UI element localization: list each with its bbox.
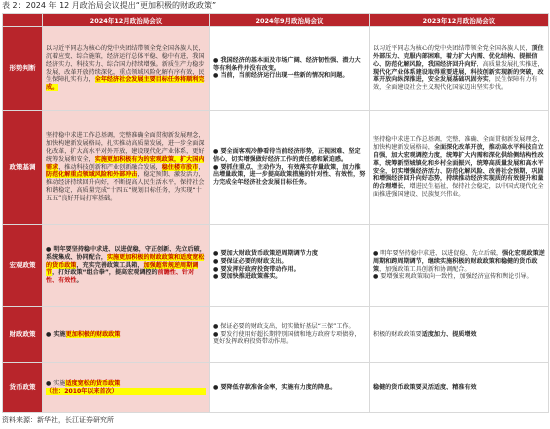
text-segment: ● 实施 xyxy=(46,330,66,338)
text-segment: 现代化产业体系建设取得重要进展，科技创新实现新的突破，改革开放向纵深推进，安全发展基础巩固夯实 xyxy=(373,68,544,84)
text-segment: 。 xyxy=(76,277,83,285)
text-segment: 全面深化改革开放，推动高水平科技自立自强，加大宏观调控力度，统筹扩大内需和深化供给侧结构性改革，统筹新型城镇化和乡村全面振兴，统筹高质量发展和高水平安全，切实增强经济活力、防范化解风险、改善社会预期，巩固和增强经济回升向好态势，持续推动经济实现质的有效提升和量的合理增长 xyxy=(373,144,544,191)
table-title: 表 2：2024 年 12 月政治局会议提出“更加积极的财政政策” xyxy=(2,1,217,10)
text-segment: ● 要增强宏观政策取向一致性，加强经济宣传和舆论引导。 xyxy=(373,273,533,281)
cell-dec-2023 xyxy=(370,363,549,413)
text-segment: 前瞻性、针对性、有效性 xyxy=(46,269,195,285)
header-row xyxy=(3,14,549,27)
text-segment: 稳住楼市股市 xyxy=(161,163,199,171)
text-segment: 坚持稳中求进工作总基调，完整、准确、全面贯彻新发展理念，加快构建新发展格局， xyxy=(373,136,544,152)
row-category: 财政政策 xyxy=(3,307,43,363)
text-segment: （注：2010年以来首次） xyxy=(46,388,206,396)
text-segment: 以习近平同志为核心的党中央团结带领全党全国各族人民， xyxy=(373,45,532,53)
cell-dec-2023 xyxy=(370,225,549,307)
text-segment: ● 要保证必要的财政支出。 xyxy=(213,257,288,265)
table-row xyxy=(3,111,549,225)
text-segment: ● 要发挥好政府投资带动作用。 xyxy=(213,265,300,273)
text-segment: ，推动科技创新和产业创新融合发展， xyxy=(58,163,162,171)
text-segment: ● 明年要坚持稳中求进、以进促稳、先立后破， xyxy=(373,249,503,257)
cell-dec-2024 xyxy=(43,307,210,363)
cell-dec-2024 xyxy=(43,225,210,307)
row-category: 政策基调 xyxy=(3,111,43,225)
row-category: 宏观政策 xyxy=(3,225,43,307)
text-segment: ● 要发行使用好超长期特别国债和地方政府专项债券，更好发挥政府投资带动作用。 xyxy=(213,330,361,346)
cell-dec-2024 xyxy=(43,111,210,225)
policy-comparison-table xyxy=(2,13,549,413)
text-segment: ● 当前，当前经济运行出现一些新的情况和问题。 xyxy=(213,72,349,80)
table-row xyxy=(3,363,549,413)
text-segment: ● 要加快推进政策落实。 xyxy=(213,273,282,281)
table-row xyxy=(3,307,549,363)
cell-dec-2023 xyxy=(370,307,549,363)
cell-dec-2023 xyxy=(370,111,549,225)
text-segment: ● 实施 xyxy=(46,379,66,387)
text-segment: 实施更加积极的财政政策和适度宽松的货币政策 xyxy=(46,253,205,269)
cell-sep-2024 xyxy=(210,307,370,363)
text-segment: 适度宽松的货币政策 xyxy=(65,379,121,387)
text-segment: 全年经济社会发展主要目标任务将顺利完成。 xyxy=(46,76,205,92)
text-segment: ，充实完善政策工具箱， xyxy=(76,261,144,269)
cell-sep-2024 xyxy=(210,111,370,225)
text-segment: ● 保证必要的财政支出，切实做好基层“三保”工作。 xyxy=(213,322,355,330)
row-category: 货币政策 xyxy=(3,363,43,413)
text-segment: ，民生保障有力有效，全面建设社会主义现代化国家迈出坚实步伐。 xyxy=(373,76,538,92)
header-dec-2024: 2024年12月政治局会议 xyxy=(43,14,210,27)
text-segment: 强化宏观政策逆周期和跨周期调节，继续实施积极的财政政策和稳健的货币政策 xyxy=(373,249,545,273)
text-segment: 以习近平同志为核心的党中央团结带领全党全国各族人民，沉着应变、综合施策，经济运行总体平稳、稳中有进，我国经济实力、科技实力、综合国力持续增强。新质生产力稳步发展，改革开放持续深化，重点领域风险化解有序有效，民生保障扎实有力， xyxy=(46,45,205,84)
text-segment: ● 要降低存款准备金率，实施有力度的降息。 xyxy=(213,383,337,391)
text-segment: 实施更加积极有为的宏观政策，扩大国内需求 xyxy=(46,155,205,171)
header-sep-2024: 2024年9月政治局会议 xyxy=(210,14,370,27)
cell-dec-2024 xyxy=(43,363,210,413)
cell-sep-2024 xyxy=(210,363,370,413)
cell-sep-2024 xyxy=(210,225,370,307)
text-segment: 稳健的货币政策要灵活适度、精准有效 xyxy=(373,383,477,391)
text-segment: ● 要全面客观冷静看待当前经济形势，正视困难、坚定信心，切实增强做好经济工作的责任感和紧迫感。 xyxy=(213,148,361,163)
header-corner xyxy=(3,14,43,27)
text-segment: ● 我国经济的基本面及市场广阔、经济韧性强、潜力大等有利条件并没有改变。 xyxy=(213,56,361,72)
cell-dec-2023 xyxy=(370,27,549,111)
text-segment: 防范化解重点领域风险和外部冲击 xyxy=(46,171,138,179)
text-segment: 适度加力、提质增效 xyxy=(421,330,477,338)
text-segment: ，增进民生福祉，保持社会稳定，以中国式现代化全面推进强国建设、民族复兴伟业。 xyxy=(373,183,544,198)
text-segment: 加强超常规逆周期调节 xyxy=(46,261,199,277)
text-segment: 顶住外部压力、克服内部困难，着力扩大内需、优化结构、提振信心、防范化解风险，我国经济回升向好 xyxy=(373,45,544,68)
text-segment: ，稳定预期、激发活力，推动经济持续回升向好，不断提高人民生活水平，保持社会和谐稳定，高质量完成“十四五”规划目标任务，为实现“十五五”良好开局打牢基础。 xyxy=(46,171,205,202)
text-segment: ，加强政策工具创新和协调配合。 xyxy=(379,265,471,273)
text-segment: ● 明年要坚持稳中求进、以进促稳，守正创新、先立后破，系统集成、协同配合， xyxy=(46,246,206,261)
text-segment: ，高质量发展扎实推进， xyxy=(476,60,544,68)
text-segment: ● 要加大财政货币政策逆周期调节力度 xyxy=(213,249,318,257)
text-segment: 积极的财政政策要 xyxy=(373,330,422,338)
text-segment: ● 要抓住重点、主动作为，有效落实存量政策，加力推出增量政策，进一步提高政策措施的针对性、有效性，努力完成全年经济社会发展目标任务。 xyxy=(213,163,366,187)
text-segment: ，打好政策“组合拳”，提高宏观调控的 xyxy=(52,269,158,277)
header-dec-2023: 2023年12月政治局会议 xyxy=(370,14,549,27)
cell-dec-2024 xyxy=(43,27,210,111)
table-row xyxy=(3,225,549,307)
text-segment: ， xyxy=(198,163,205,171)
source-note: 资料来源：新华社，长江证券研究所 xyxy=(2,416,114,424)
cell-sep-2024 xyxy=(210,27,370,111)
row-category: 形势判断 xyxy=(3,27,43,111)
text-segment: 更加积极的财政政策 xyxy=(65,330,121,338)
table-row xyxy=(3,27,549,111)
text-segment: 坚持稳中求进工作总基调，完整准确全面贯彻新发展理念，加快构建新发展格局，扎实推动高质量发展，进一步全面深化改革，扩大高水平对外开放，建设现代化产业体系，更好统筹发展和安全， xyxy=(46,132,205,163)
